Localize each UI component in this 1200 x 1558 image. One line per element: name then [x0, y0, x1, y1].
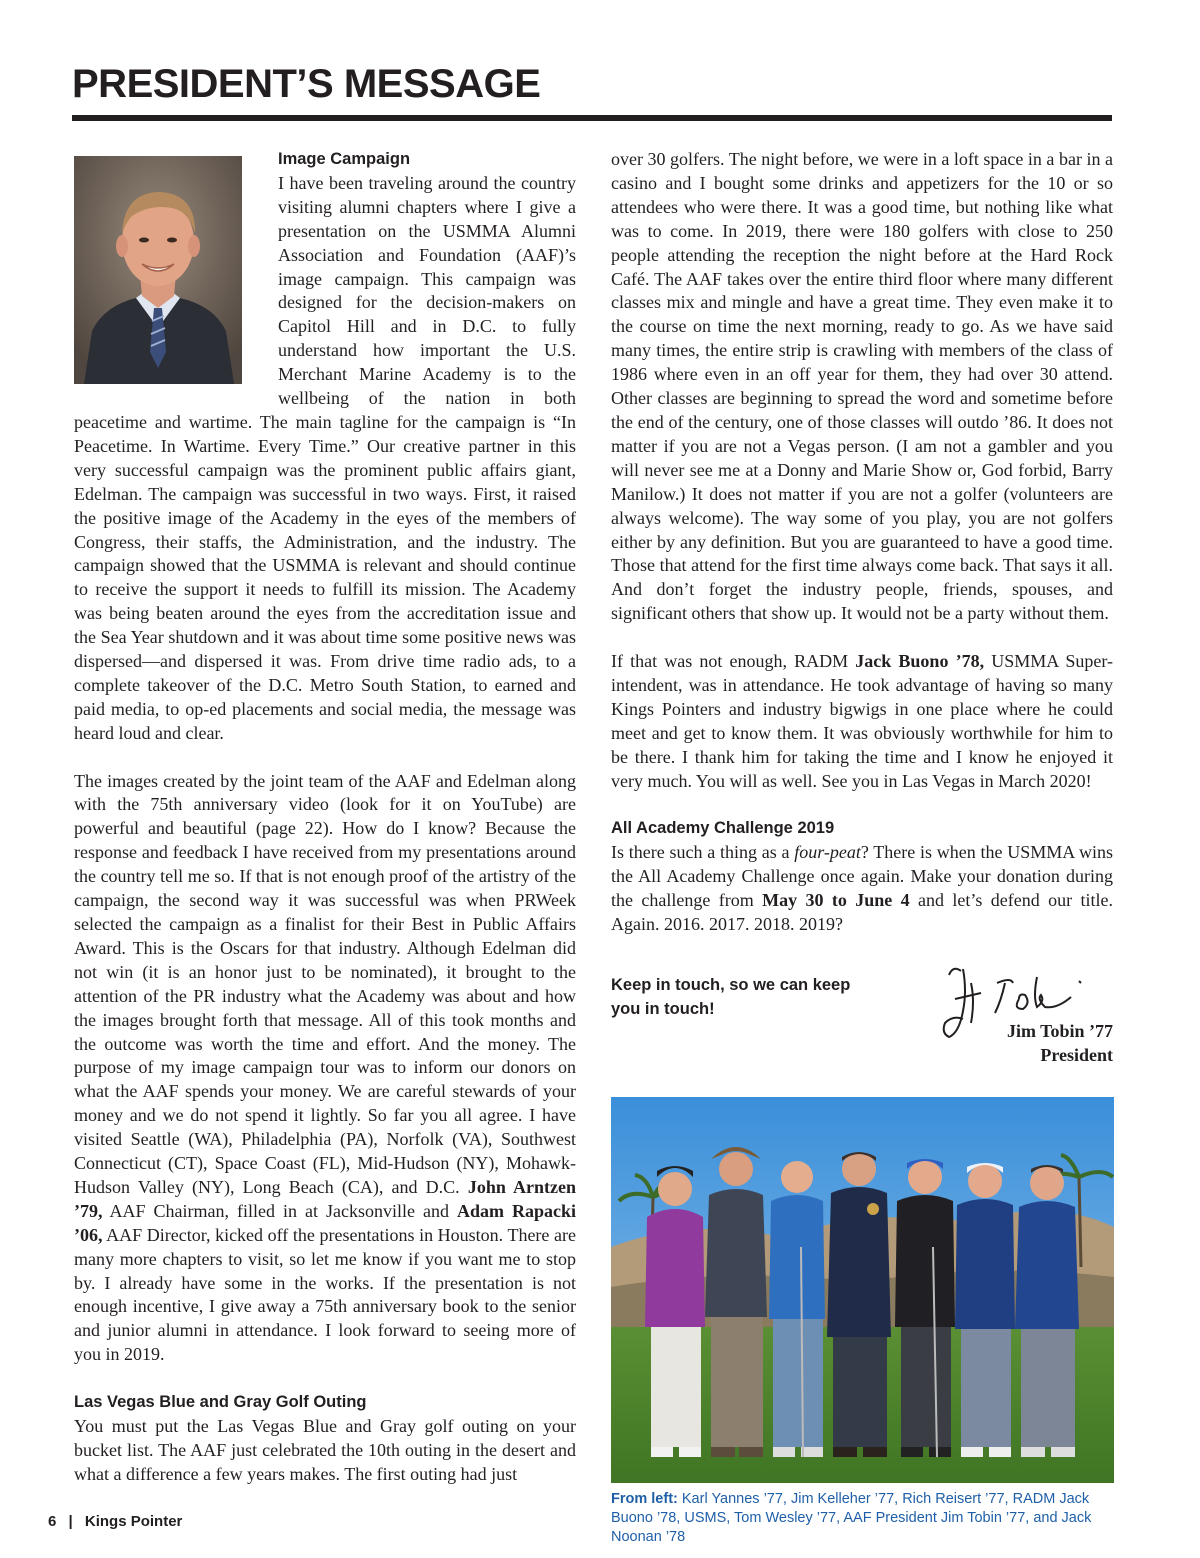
golf-paragraph-continued: over 30 golfers. The night before, we were in a loft space in a bar in a casino and I bought some drinks and appetizers for the 10 or so attendees who were there. It was a good time, but nothing like what was to come. In 2019, there were 180 golfers with close to 250 people attending the reception the night before at the Hard Rock Café. The AAF takes over the entire third floor where many different classes mix and mingle and have a great time. They even make it to the course on time the next morning, ready to go. As we have said many times, the entire strip is crawling with members of the class of 1986 where even in an off year for them, they had over 30 attend. Other classes are beginning to spread the word and sometime before the end of the century, one of those classes will outdo ’86. It does not matter if you are not a Vegas person. (I am not a gambler and you will never see me at a Donny and Marie Show or, God forbid, Barry Manilow.) It does not matter if you are not a golfer (volunteers are always welcome). The way some of you play, you are not golfers either by any definition. But you are guaranteed to have a good time. Those that attend for the first time always come back. That says it all. And don’t forget the industry people, friends, spouses, and significant others that show up. It would not be a party without them.: [611, 149, 1113, 624]
golf-group-photo: [611, 1097, 1114, 1483]
heading-golf-outing: Las Vegas Blue and Gray Golf Outing: [74, 1393, 367, 1412]
image-campaign-paragraph-1: I have been traveling around the country visiting alumni chapters where I give a presentation on the USMMA Alumni Association and Foundation (AAF)’s image campaign. This campaign was designed for the decision-makers on Capitol Hill and in D.C. to fully understand how important the U.S. Merchant Marine Academy is to the wellbeing of the nation in both peacetime and wartime. The main tagline for the campaign is “In Peacetime. In Wartime. Every Time.” Our creative partner in this very successful campaign was the prominent public affairs giant, Edelman. The campaign was successful in two ways. First, it raised the positive image of the Academy in the eyes of the members of Congress, their staffs, the Administration, and the industry. The campaign showed that the USMMA is relevant and should continue to receive the support it needs to fulfill its mission. The Academy was being beaten around the eyes from the accreditation issue and the Sea Year shutdown and it was about time some positive news was dispersed—and dispersed it was. From drive time radio ads, to a complete takeover of the D.C. Metro South Station, to earned and paid media, to op-ed placements and social media, the message was heard loud and clear.: [74, 172, 576, 743]
right-column: [611, 148, 1113, 1081]
page-title: PRESIDENT’S MESSAGE: [72, 62, 541, 106]
name-john-arntzen: John Arntzen ’79,: [74, 1176, 576, 1221]
title-rule: [72, 115, 1112, 121]
left-column: [74, 148, 576, 1487]
closing-block: [611, 969, 1113, 1081]
four-peat-term: four-peat: [794, 842, 861, 863]
golf-paragraph-1: You must put the Las Vegas Blue and Gray golf outing on your bucket list. The AAF just celebrated the 10th outing in the desert and what a difference a few years makes. The first outing had just: [74, 1416, 576, 1484]
portrait-illustration: [74, 156, 242, 384]
name-jack-buono: Jack Buono ’78,: [855, 651, 985, 672]
signature-name: Jim Tobin ’77: [1006, 1020, 1113, 1041]
page-number: 6: [48, 1513, 57, 1530]
closing-line: Keep in touch, so we can keep you in touch!: [611, 975, 851, 1018]
caption-names: Karl Yannes ’77, Jim Kelleher ’77, Rich Reisert ’77, RADM Jack Buono ’78, USMS, Tom Wesley ’77, AAF President Jim Tobin ’77, and Jack Noonan ’78: [611, 1491, 1092, 1545]
heading-all-academy-challenge: All Academy Challenge 2019: [611, 819, 835, 838]
image-campaign-paragraph-2: The images created by the joint team of the AAF and Edelman along with the 75th anniversary video (look for it on YouTube) are powerful and beautiful (page 22). How do I know? Because the response and feedback I have received from my presentations around the country tell me so. If that is not enough proof of the artistry of the campaign, the second way it was successful was when PRWeek selected the campaign as a finalist for their Best in Public Affairs Award. This is the Oscars for that industry. Although Edelman did not win (it is an honor just to be nominated), it brought to the attention of the PR industry what the Academy was about and how the images brought forth that message. All of this took months and the outcome was worth the time and effort. And the money. The purpose of my image campaign tour was to inform our donors on what the AAF spends your money. We are careful stewards of your money and we do not spend it lightly. So far you all agree. I have visited Seattle (WA), Philadelphia (PA), Norfolk (VA), Southwest Connecticut (CT), Space Coast (FL), Mid-Hudson (NY), Mohawk-Hudson Valley (NY), Long Beach (CA), and D.C. John Arntzen ’79, AAF Chairman, filled in at Jacksonville and Adam Rapacki ’06, AAF Director, kicked off the presentations in Houston. There are many more chapters to visit, so let me know if you want me to stop by. I already have some in the works. If the presentation is not enough incentive, I give away a 75th anniversary book to the senior and junior alumni in attendance. I look forward to seeing more of you in 2019.: [74, 770, 577, 1365]
radm-paragraph: If that was not enough, RADM Jack Buono ’78, USMMA Super-intendent, was in attendance. He took advantage of having so many Kings Pointers and industry bigwigs in one place where he could meet and get to know them. It was obviously worthwhile for him to be there. I thank him for taking the time and I know he enjoyed it very much. You will as well. See you in Las Vegas in March 2020!: [611, 651, 1113, 791]
signature-title: President: [1040, 1044, 1113, 1065]
challenge-dates: May 30 to June 4: [762, 890, 910, 911]
publication-name: Kings Pointer: [84, 1513, 183, 1530]
footer-separator: |: [68, 1513, 73, 1530]
challenge-paragraph: Is there such a thing as a four-peat? There is when the USMMA wins the All Academy Challenge once again. Make your donation during the challenge from May 30 to June 4 and let’s defend our title. Again. 2016. 2017. 2018. 2019?: [611, 842, 1113, 934]
heading-image-campaign: Image Campaign: [278, 150, 411, 168]
president-portrait: [74, 156, 242, 384]
photo-caption: [611, 1490, 1114, 1547]
name-adam-rapacki: Adam Rapacki ’06,: [74, 1200, 577, 1245]
page-footer: [48, 1513, 182, 1530]
caption-lead: From left:: [611, 1491, 678, 1507]
group-photo-illustration: [611, 1097, 1114, 1483]
